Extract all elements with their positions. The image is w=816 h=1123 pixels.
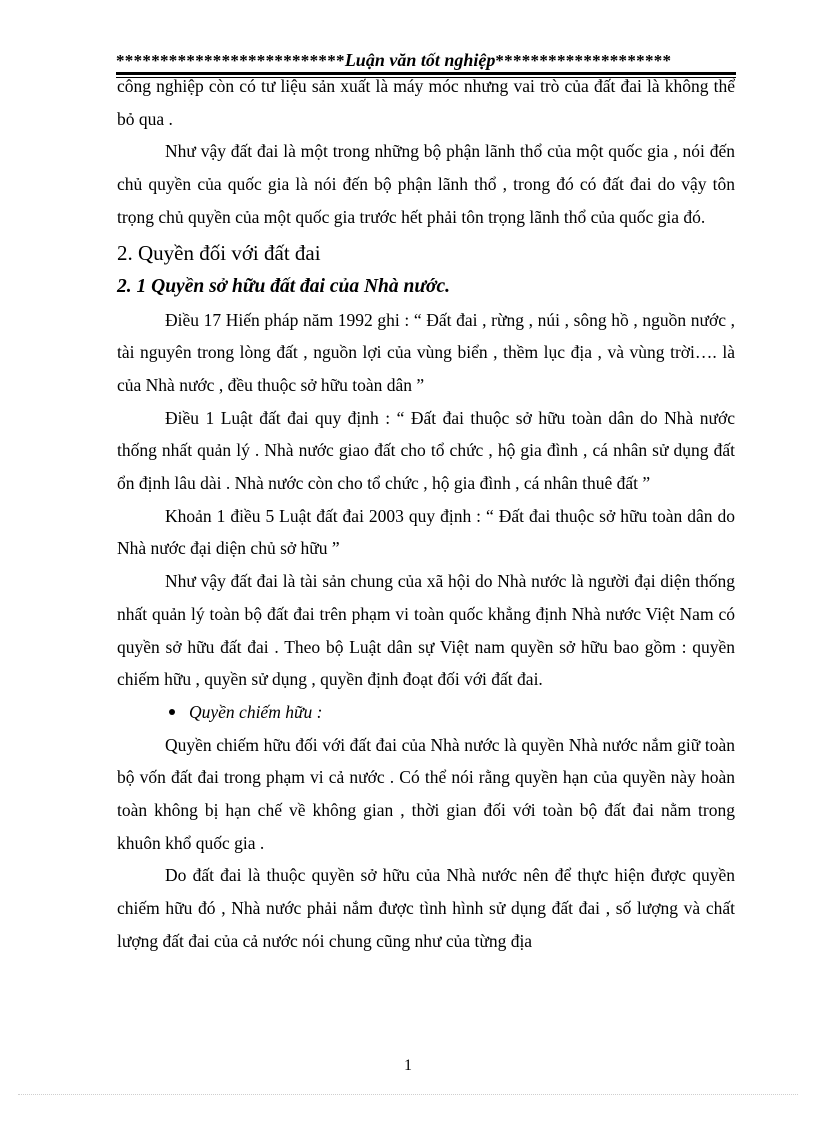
running-header [116,48,736,72]
paragraph: Như vậy đất đai là tài sản chung của xã hội do Nhà nước là người đại diện thống nhất quản lý toàn bộ đất đai trên phạm vi toàn quốc khẳng định Nhà nước Việt Nam có quyền sở hữu đất đai . Theo bộ Luật dân sự Việt nam quyền sở hữu bao gồm : quyền chiếm hữu , quyền sử dụng , quyền định đoạt đối với đất đai. [117,571,735,690]
paragraph: Quyền chiếm hữu đối với đất đai của Nhà nước là quyền Nhà nước nắm giữ toàn bộ vốn đất đai trong phạm vi cả nước . Có thể nói rằng quyền hạn của quyền này hoàn toàn không bị hạn chế về không gian , thời gian đối với toàn bộ đất đai nằm trong khuôn khổ quốc gia . [117,734,735,853]
header-stars-right: ******************** [495,51,672,70]
paragraph: Khoản 1 điều 5 Luật đất đai 2003 quy định : “ Đất đai thuộc sở hữu toàn dân do Nhà nước đại diện chủ sở hữu ” [117,505,735,559]
page-bottom-divider [18,1094,798,1095]
header-title: Luận văn tốt nghiệp [344,50,496,70]
bullet-item [117,696,735,729]
paragraph: Điều 17 Hiến pháp năm 1992 ghi : “ Đất đai , rừng , núi , sông hồ , nguồn nước , tài nguyên trong lòng đất , nguồn lợi của vùng biển , thềm lục địa , và vùng trời…. là của Nhà nước , đều thuộc sở hữu toàn dân ” [117,309,735,395]
paragraph: Điều 1 Luật đất đai quy định : “ Đất đai thuộc sở hữu toàn dân do Nhà nước thống nhất quản lý . Nhà nước giao đất cho tổ chức , hộ gia đình , cá nhân sử dụng đất ổn định lâu dài . Nhà nước còn cho tổ chức , hộ gia đình , cá nhân thuê đất ” [117,407,735,494]
subsection-heading: 2. 1 Quyền sở hữu đất đai của Nhà nước. [117,275,451,297]
paragraph-continuation: công nghiệp còn có tư liệu sản xuất là máy móc nhưng vai trò của đất đai là không thể bỏ qua . [117,76,735,129]
bullet-label: Quyền chiếm hữu : [189,701,323,722]
bullet-dot-icon [169,709,175,715]
paragraph: Do đất đai là thuộc quyền sở hữu của Nhà nước nên để thực hiện được quyền chiếm hữu đó , Nhà nước phải nắm được tình hình sử dụng đất đai , số lượng và chất lượng đất đai của cả nước nói chung cũng như của từng địa [117,865,735,951]
section-heading: 2. Quyền đối với đất đai [117,240,321,265]
page-body [117,70,735,958]
paragraph: Như vậy đất đai là một trong những bộ phận lãnh thổ của một quốc gia , nói đến chủ quyền của quốc gia là nói đến bộ phận lãnh thổ , trong đó có đất đai do vậy tôn trọng chủ quyền của một quốc gia trước hết phải tôn trọng lãnh thổ của quốc gia đó. [117,141,735,227]
page-number: 1 [404,1057,412,1074]
header-stars-left: ************************** [116,51,345,70]
